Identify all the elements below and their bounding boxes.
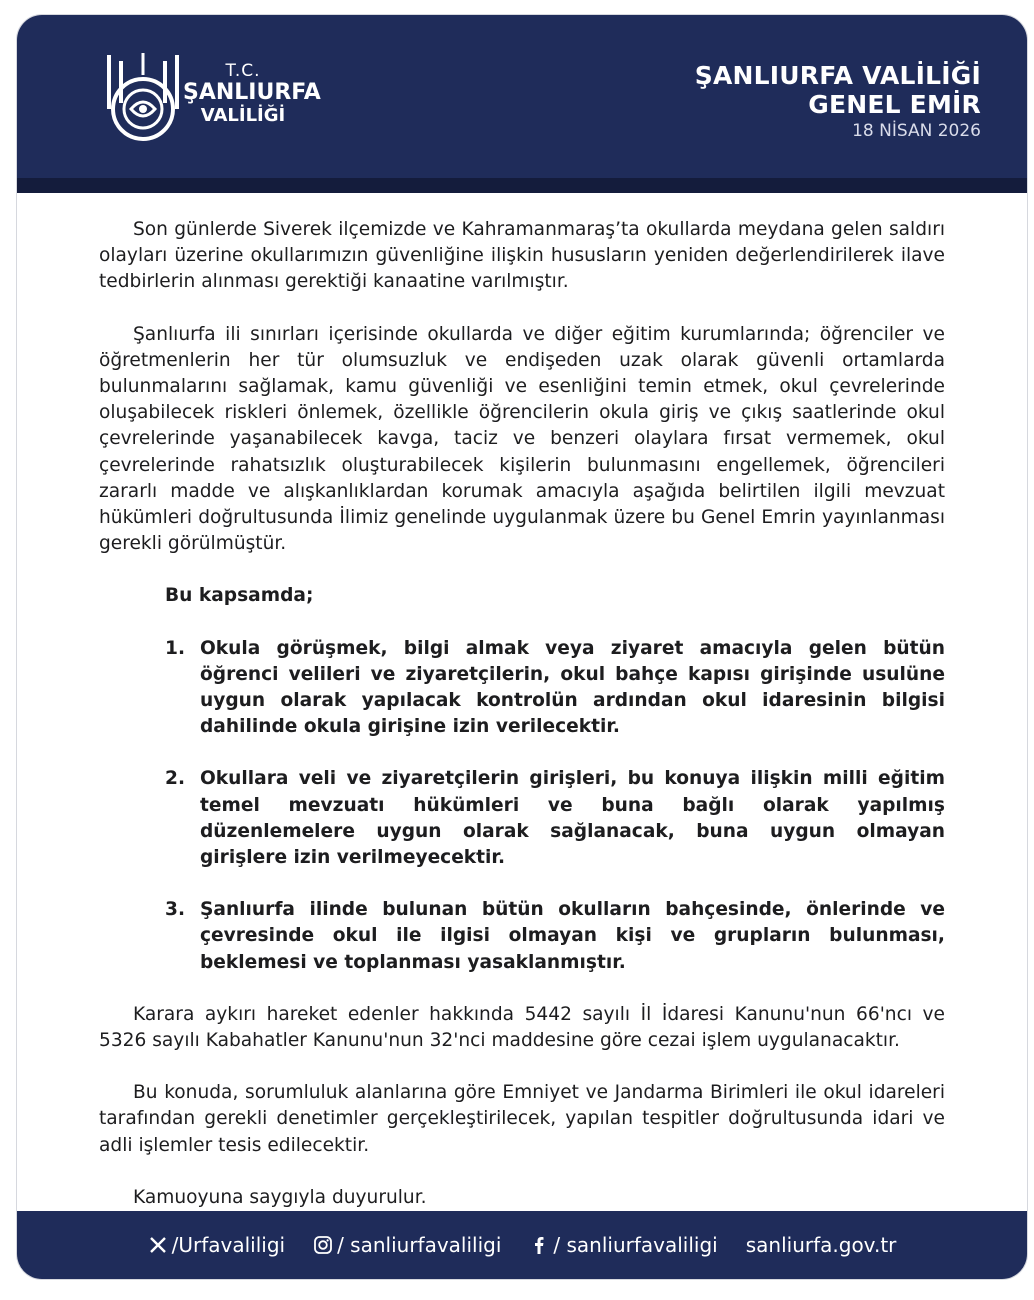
instagram-handle: / sanliurfavaliligi	[337, 1233, 502, 1257]
logo-wordmark	[183, 61, 321, 127]
website-url: sanliurfa.gov.tr	[745, 1233, 897, 1257]
footer-website-link[interactable]	[746, 1233, 897, 1257]
header-subtitle: GENEL EMİR	[808, 90, 981, 119]
logo-line-city: ŞANLIURFA	[183, 80, 321, 105]
measure-item	[165, 636, 945, 741]
measure-number: 1.	[165, 637, 186, 659]
logo-line-governorship: VALİLİĞİ	[200, 105, 286, 126]
x-logo-icon	[148, 1235, 168, 1255]
facebook-handle: / sanliurfavaliligi	[553, 1233, 718, 1257]
scope-heading: Bu kapsamda;	[165, 585, 314, 607]
document-body	[99, 217, 945, 1211]
measure-text: Şanlıurfa ilinde bulunan bütün okulların bahçesinde, önlerinde ve çevresinde okul ile ilgisi olmayan kişi ve grupların bulunması, beklemesi ve toplanması yasaklanmıştır.	[200, 899, 945, 973]
header-date: 18 NİSAN 2026	[852, 121, 981, 141]
logo-line-tc: T.C.	[225, 61, 261, 81]
measure-item	[165, 897, 945, 976]
paragraph-enforcement: Bu konuda, sorumluluk alanlarına göre Emniyet ve Jandarma Birimleri ile okul idareleri tarafından gerekli denetimler gerçekleştirilecek, yapılan tespitler doğrultusunda idari ve adli işlemler tesis edilecektir.	[99, 1082, 945, 1156]
header-banner	[17, 15, 1027, 193]
paragraph-purpose: Şanlıurfa ili sınırları içerisinde okullarda ve diğer eğitim kurumlarında; öğrenciler ve öğretmenlerin her tür olumsuzluk ve endişeden uzak olarak güvenli ortamlarda bulunmalarını sağlamak, kamu güvenliği ve esenliğini temin etmek, okul çevrelerinde oluşabilecek riskleri önlemek, özellikle öğrencilerin okula giriş ve çıkış saatlerinde okul çevrelerinde yaşanabilecek kavga, taciz ve benzeri olaylara fırsat vermemek, okul çevrelerinde rahatsızlık oluşturabilecek kişilerin bulunmasını engellemek, öğrencileri zararlı madde ve alışkanlıklardan korumak amacıyla aşağıda belirtilen ilgili mevzuat hükümleri doğrultusunda İlimiz genelinde uygulanmak üzere bu Genel Emrin yayınlanması gerekli görülmüştür.	[99, 323, 945, 555]
document-card	[16, 14, 1028, 1280]
measure-item	[165, 766, 945, 871]
measure-number: 3.	[165, 899, 186, 921]
x-handle: /Urfavaliligi	[171, 1233, 286, 1257]
measure-number: 2.	[165, 768, 186, 790]
footer-x-link[interactable]	[148, 1233, 285, 1257]
paragraph-intro: Son günlerde Siverek ilçemizde ve Kahramanmaraş’ta okullarda meydana gelen saldırı olayları üzerine okullarımızın güvenliğine ilişkin hususların yeniden değerlendirilerek ilave tedbirlerin alınması gerektiği kanaatine varılmıştır.	[99, 219, 945, 293]
paragraph-closing: Kamuoyuna saygıyla duyurulur.	[133, 1186, 427, 1208]
header-title: ŞANLIURFA VALİLİĞİ	[694, 61, 981, 90]
measure-text: Okullara veli ve ziyaretçilerin girişleri, bu konuya ilişkin milli eğitim temel mevzuatı hükümleri ve buna bağlı olarak yapılmış düzenlemelere uygun olarak sağlanacak, buna uygun olmayan girişlere izin verilmeyecektir.	[200, 768, 945, 869]
measure-text: Okula görüşmek, bilgi almak veya ziyaret amacıyla gelen bütün öğrenci velileri ve ziyaretçilerin, okul bahçe kapısı girişinde usulüne uygun olarak yapılacak kontrolün ardından okul idaresinin bilgisi dahilinde okula girişine izin verilecektir.	[200, 637, 945, 738]
governorship-logo-icon	[103, 51, 183, 145]
footer-facebook-link[interactable]	[529, 1233, 717, 1257]
measures-section	[99, 583, 945, 975]
instagram-icon	[313, 1235, 333, 1255]
footer-bar	[17, 1211, 1027, 1279]
header-title-block	[695, 61, 981, 143]
paragraph-penalty: Karara aykırı hareket edenler hakkında 5442 sayılı İl İdaresi Kanunu'nun 66'ncı ve 5326 sayılı Kabahatler Kanunu'nun 32'nci maddesine göre cezai işlem uygulanacaktır.	[99, 1003, 945, 1052]
footer-instagram-link[interactable]	[313, 1233, 501, 1257]
facebook-icon	[529, 1235, 549, 1255]
header-divider-band	[17, 178, 1027, 193]
